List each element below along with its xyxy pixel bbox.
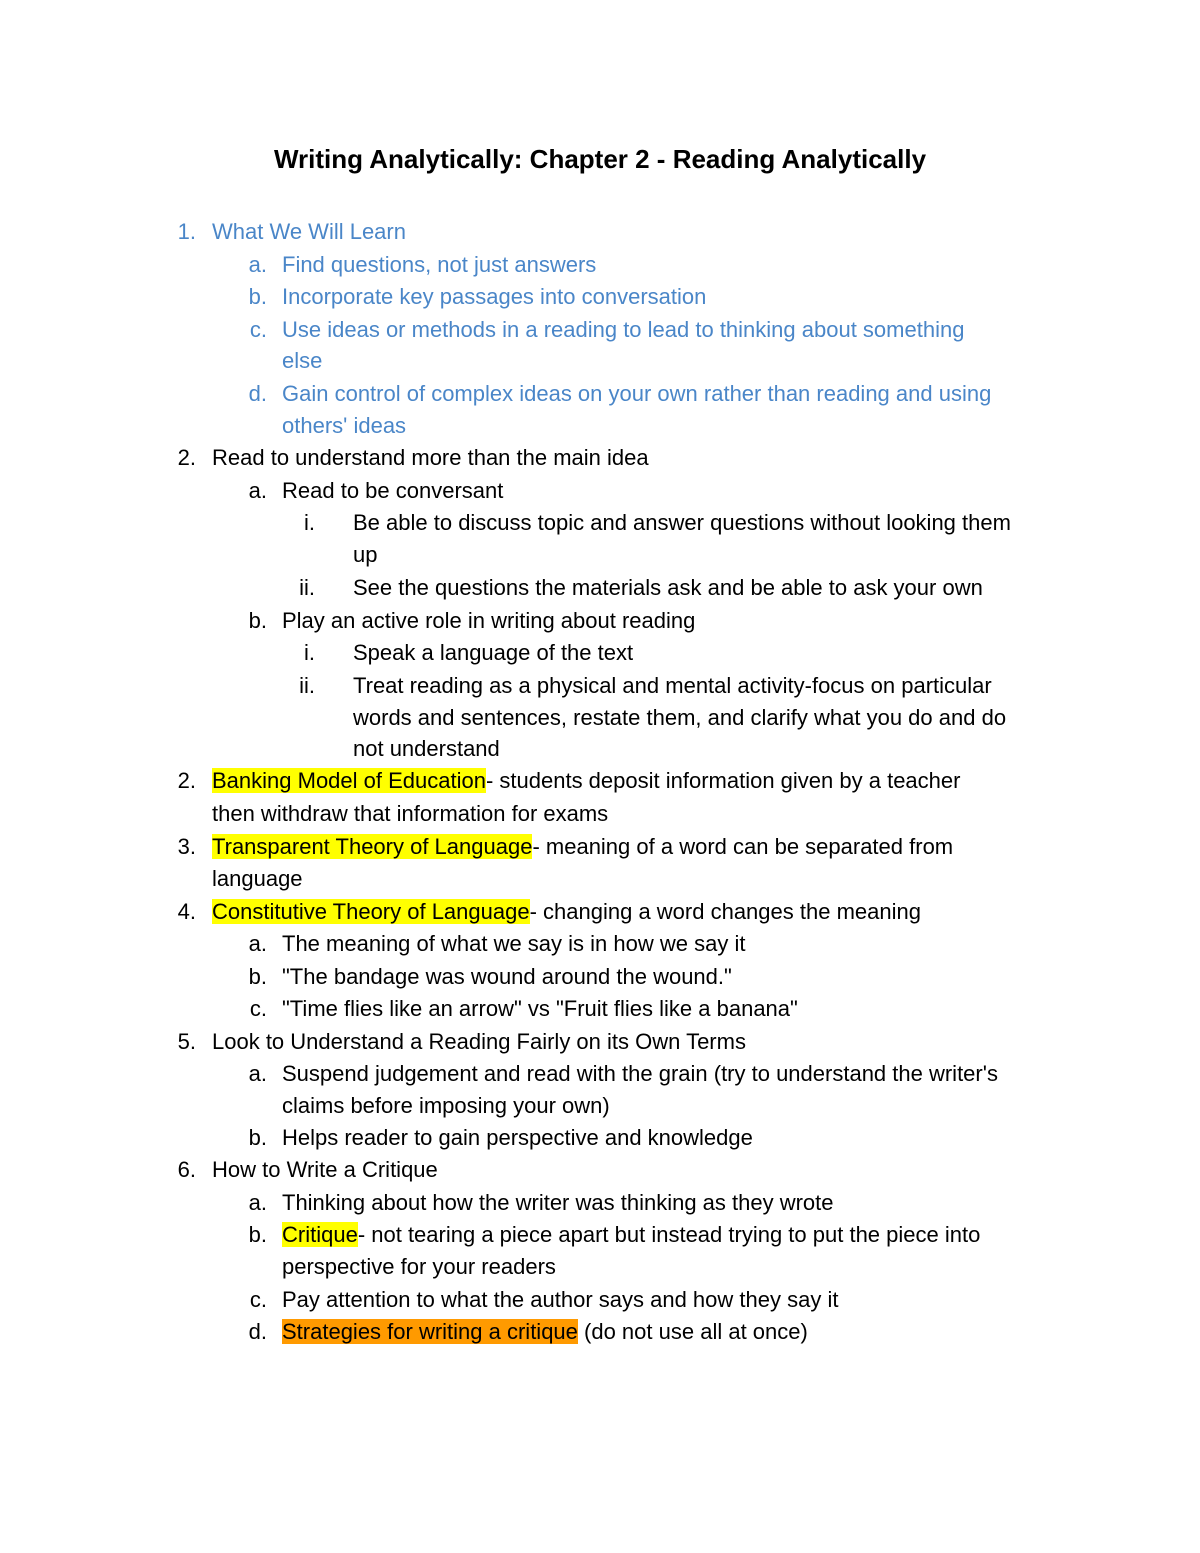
highlighted-term: Constitutive Theory of Language: [212, 899, 530, 924]
list-number: 3.: [177, 834, 196, 859]
list-item-text-continued: words and sentences, restate them, and clarify what you do and do: [353, 705, 1007, 730]
list-item-text: Suspend judgement and read with the grain (try to understand the writer's: [282, 1061, 998, 1086]
list-letter: d.: [248, 1319, 267, 1344]
list-letter: b.: [248, 1125, 267, 1150]
term-definition: - students deposit information given by a teacher: [485, 768, 961, 793]
list-letter: c.: [249, 317, 267, 342]
list-item-text: Find questions, not just answers: [282, 252, 597, 277]
list-letter: a.: [248, 1061, 267, 1086]
list-letter: a.: [248, 1190, 267, 1215]
list-letter: c.: [249, 1287, 267, 1312]
highlighted-term-orange: Strategies for writing a critique: [282, 1319, 578, 1344]
list-item-text: The meaning of what we say is in how we say it: [282, 931, 746, 956]
highlighted-term: Transparent Theory of Language: [212, 834, 533, 859]
list-item-text-continued: language: [212, 866, 303, 891]
list-item-text-continued: claims before imposing your own): [282, 1093, 610, 1118]
list-letter: a.: [248, 931, 267, 956]
list-item-text: What We Will Learn: [212, 219, 406, 244]
list-item-text: Read to be conversant: [282, 478, 504, 503]
list-item-text: Helps reader to gain perspective and knowledge: [282, 1125, 753, 1150]
term-definition: - changing a word changes the meaning: [529, 899, 921, 924]
list-item-text: Speak a language of the text: [353, 640, 634, 665]
list-item-text: [282, 1316, 808, 1348]
list-number: 4.: [177, 899, 196, 924]
list-roman: ii.: [299, 575, 315, 600]
term-definition: - not tearing a piece apart but instead trying to put the piece into: [357, 1222, 981, 1247]
term-definition: - meaning of a word can be separated from: [532, 834, 954, 859]
list-roman: i.: [304, 510, 315, 535]
list-item-text-continued: then withdraw that information for exams: [212, 801, 609, 826]
list-item-text: Pay attention to what the author says and how they say it: [282, 1287, 839, 1312]
list-item-text: Incorporate key passages into conversation: [282, 284, 707, 309]
list-letter: c.: [249, 996, 267, 1021]
list-item-text-continued: not understand: [353, 736, 500, 761]
list-item-text: "The bandage was wound around the wound.": [282, 964, 732, 989]
list-item-text-continued: others' ideas: [282, 413, 407, 438]
list-item-text: How to Write a Critique: [212, 1157, 438, 1182]
list-item-text: See the questions the materials ask and be able to ask your own: [353, 575, 983, 600]
list-letter: b.: [248, 284, 267, 309]
highlighted-term: Banking Model of Education: [212, 768, 486, 793]
list-item-text: Gain control of complex ideas on your own rather than reading and using: [282, 381, 992, 406]
list-roman: ii.: [299, 673, 315, 698]
list-letter: b.: [248, 608, 267, 633]
list-letter: b.: [248, 1222, 267, 1247]
list-item-text-continued: else: [282, 348, 323, 373]
list-letter: b.: [248, 964, 267, 989]
list-roman: i.: [304, 640, 315, 665]
list-item-text: Use ideas or methods in a reading to lead to thinking about something: [282, 317, 965, 342]
highlighted-term: Critique: [282, 1222, 358, 1247]
list-item-text: Be able to discuss topic and answer questions without looking them: [353, 510, 1011, 535]
list-item-text: Treat reading as a physical and mental activity-focus on particular: [353, 673, 992, 698]
list-letter: a.: [248, 252, 267, 277]
list-item-text: Look to Understand a Reading Fairly on its Own Terms: [212, 1029, 746, 1054]
list-item-text: [212, 831, 953, 863]
list-number: 1.: [177, 219, 196, 244]
list-item-text: Play an active role in writing about reading: [282, 608, 696, 633]
list-number: 2.: [177, 445, 196, 470]
list-number: 5.: [177, 1029, 196, 1054]
list-item-text: Thinking about how the writer was thinking as they wrote: [282, 1190, 834, 1215]
list-item-text: "Time flies like an arrow" vs "Fruit flies like a banana": [282, 996, 798, 1021]
list-item-text-continued: perspective for your readers: [282, 1254, 556, 1279]
list-item-text: [212, 765, 960, 797]
list-number: 2.: [177, 768, 196, 793]
term-note: (do not use all at once): [577, 1319, 808, 1344]
list-number: 6.: [177, 1157, 196, 1182]
list-item-text: [212, 896, 921, 928]
list-item-text: [282, 1219, 980, 1251]
list-item-text-continued: up: [353, 542, 378, 567]
list-letter: d.: [248, 381, 267, 406]
list-letter: a.: [248, 478, 267, 503]
document-title: Writing Analytically: Chapter 2 - Reading Analytically: [273, 144, 927, 174]
list-item-text: Read to understand more than the main idea: [212, 445, 649, 470]
